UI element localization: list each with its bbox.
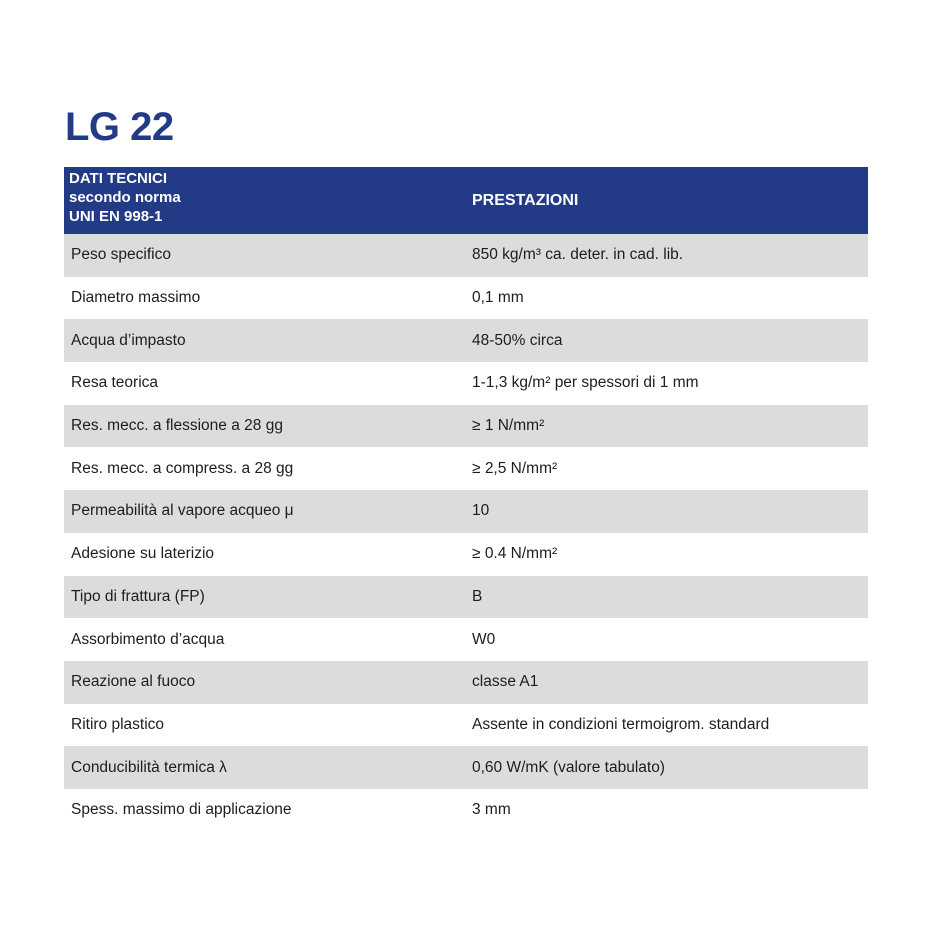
table-row	[64, 661, 868, 704]
row-value: B	[472, 587, 483, 605]
table-header	[64, 167, 868, 234]
row-label: Conducibilità termica λ	[71, 758, 227, 776]
table-row	[64, 746, 868, 789]
row-value: 48-50% circa	[472, 331, 563, 349]
technical-data-table	[64, 167, 868, 832]
row-label: Ritiro plastico	[71, 715, 165, 733]
row-value: classe A1	[472, 673, 539, 691]
row-label: Peso specifico	[71, 246, 171, 264]
row-value: Assente in condizioni termoigrom. standard	[472, 715, 770, 733]
table-row	[64, 447, 868, 490]
table-row	[64, 277, 868, 320]
row-label: Spess. massimo di applicazione	[71, 801, 292, 819]
row-value: 850 kg/m³ ca. deter. in cad. lib.	[472, 246, 684, 264]
row-value: ≥ 2,5 N/mm²	[472, 459, 558, 477]
table-row	[64, 533, 868, 576]
row-value: 3 mm	[472, 801, 511, 819]
row-label: Adesione su laterizio	[71, 545, 215, 563]
row-value: 10	[472, 502, 490, 520]
table-row	[64, 234, 868, 277]
row-label: Resa teorica	[71, 374, 159, 392]
row-label: Acqua d’impasto	[71, 331, 186, 349]
table-body	[64, 234, 868, 832]
row-value: W0	[472, 630, 496, 648]
table-row	[64, 618, 868, 661]
header-line: DATI TECNICI	[69, 170, 168, 187]
row-label: Res. mecc. a flessione a 28 gg	[71, 417, 283, 435]
row-label: Reazione al fuoco	[71, 673, 196, 691]
table-row	[64, 576, 868, 619]
row-value: 1-1,3 kg/m² per spessori di 1 mm	[472, 374, 699, 392]
row-label: Assorbimento d’acqua	[71, 630, 225, 648]
row-value: ≥ 1 N/mm²	[472, 417, 545, 435]
header-line: secondo norma	[69, 189, 181, 206]
row-label: Diametro massimo	[71, 289, 201, 307]
table-row	[64, 490, 868, 533]
table-row	[64, 362, 868, 405]
table-row	[64, 319, 868, 362]
row-label: Tipo di frattura (FP)	[71, 587, 205, 605]
table-row	[64, 789, 868, 832]
product-title: LG 22	[65, 105, 174, 149]
header-technical-data	[64, 167, 465, 234]
row-label: Res. mecc. a compress. a 28 gg	[71, 459, 294, 477]
header-performance: PRESTAZIONI	[472, 191, 579, 209]
row-label: Permeabilità al vapore acqueo μ	[71, 502, 294, 520]
row-value: ≥ 0.4 N/mm²	[472, 545, 558, 563]
table-row	[64, 704, 868, 747]
header-line: UNI EN 998-1	[69, 208, 163, 225]
row-value: 0,1 mm	[472, 289, 524, 307]
table-row	[64, 405, 868, 448]
row-value: 0,60 W/mK (valore tabulato)	[472, 758, 665, 776]
